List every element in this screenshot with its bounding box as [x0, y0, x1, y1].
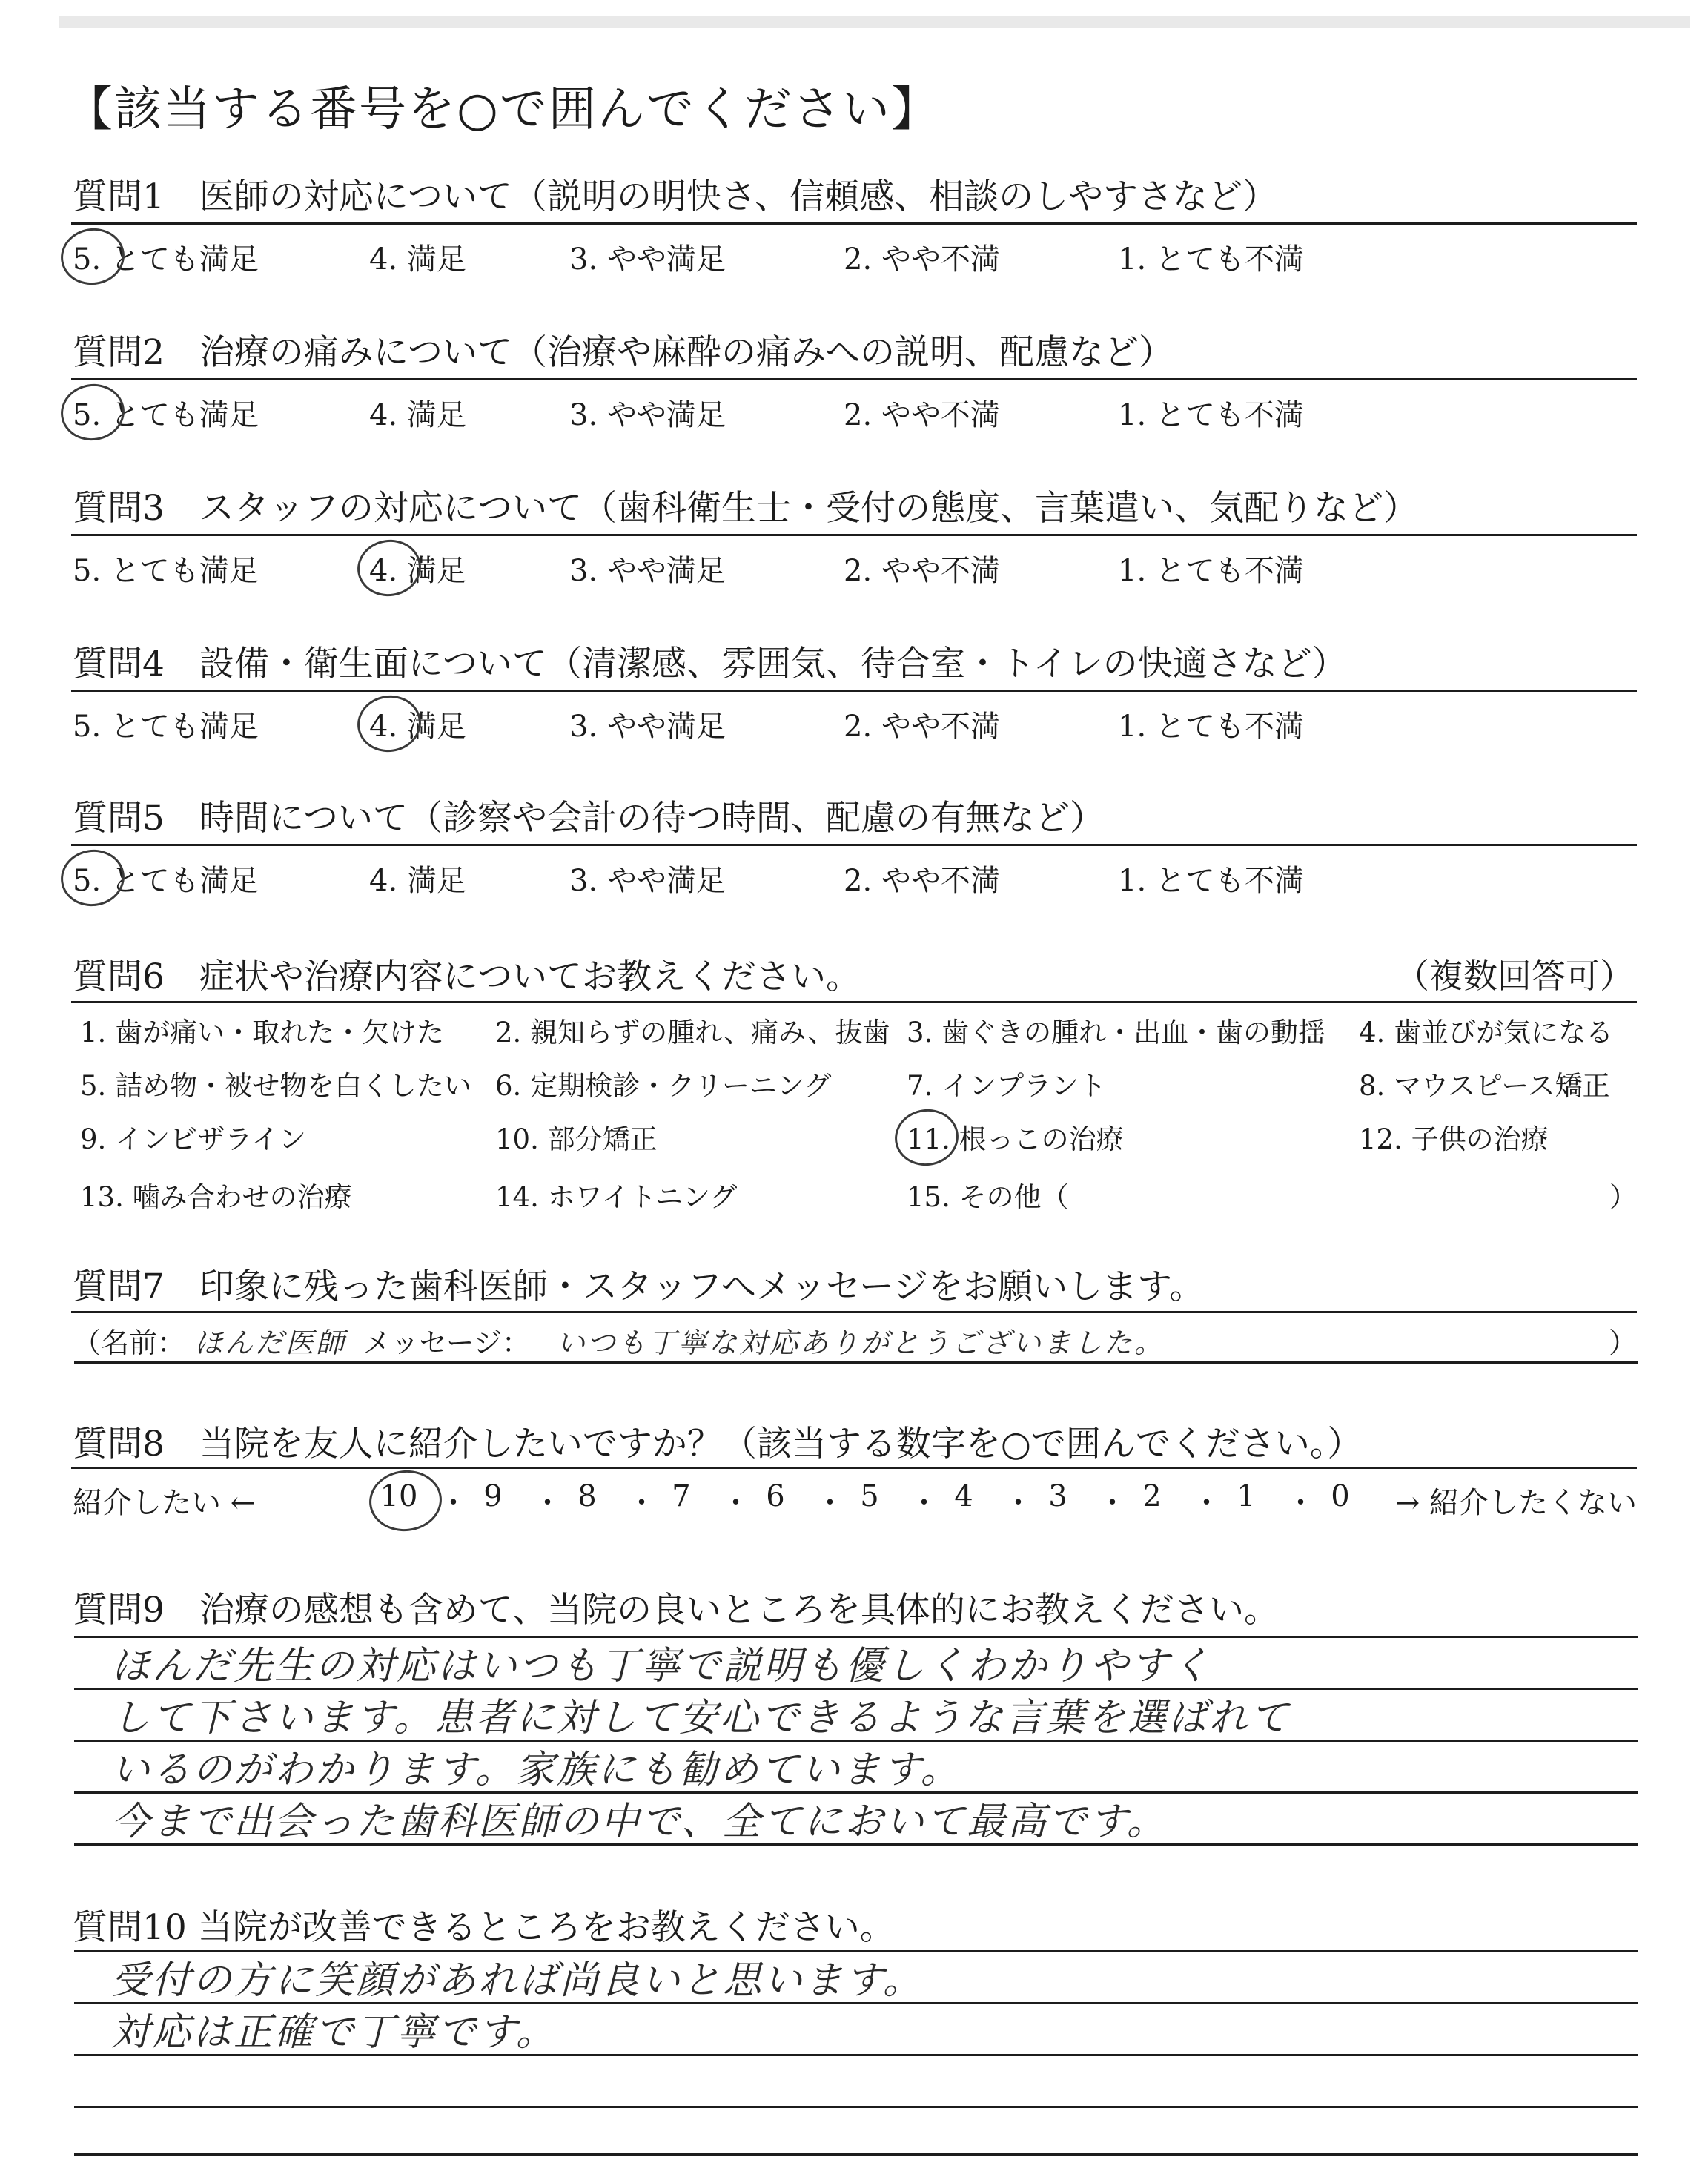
q2-options — [73, 392, 1637, 436]
q10-answer-line-1: 受付の方に笑顔があれば尚良いと思います。 — [111, 1958, 924, 2003]
q5-options — [73, 857, 1637, 902]
q8-right-label: → 紹介したくない — [1394, 1486, 1637, 1520]
q3-option-5[interactable]: 5. とても満足 — [73, 554, 259, 588]
q8-separator: ・ — [626, 1486, 657, 1520]
q6-option-14[interactable]: 14. ホワイトニング — [495, 1181, 738, 1213]
q2-option-1[interactable]: 1. とても不満 — [1118, 398, 1304, 432]
q2-title: 質問2 治療の痛みについて（治療や麻酔の痛みへの説明、配慮など） — [73, 332, 1174, 373]
q4-option-2[interactable]: 2. やや不満 — [844, 710, 1000, 744]
q8-scale — [73, 1479, 1637, 1524]
q10-answer-line-2: 対応は正確で丁寧です。 — [111, 2010, 557, 2055]
q2-option-3[interactable]: 3. やや満足 — [569, 398, 726, 432]
q7-close: ） — [1608, 1327, 1637, 1359]
q3-option-3[interactable]: 3. やや満足 — [569, 554, 726, 588]
q6-option-4[interactable]: 4. 歯並びが気になる — [1359, 1017, 1614, 1048]
q7-message-value: いつも丁寧な対応ありがとうございました。 — [557, 1327, 1165, 1359]
q2-rule — [71, 378, 1637, 380]
q3-option-1[interactable]: 1. とても不満 — [1118, 554, 1304, 588]
q8-separator: ・ — [1003, 1486, 1033, 1520]
q9-answer-line-4: 今まで出会った歯科医師の中で、全てにおいて最高です。 — [111, 1800, 1168, 1844]
q8-separator: ・ — [532, 1486, 563, 1520]
q6-option-9[interactable]: 9. インビザライン — [80, 1123, 306, 1155]
q4-option-4[interactable]: 4. 満足 — [369, 703, 466, 745]
q3-options — [73, 547, 1637, 592]
q10-line-5 — [74, 2153, 1638, 2156]
q6-title: 質問6 症状や治療内容についてお教えください。 — [73, 957, 861, 997]
q1-option-1[interactable]: 1. とても不満 — [1118, 242, 1304, 277]
q8-scale-5[interactable]: 5 — [860, 1479, 879, 1513]
q7-message-label: メッセージ： — [363, 1327, 530, 1359]
q10-line-4 — [74, 2106, 1638, 2108]
q6-option-11[interactable]: 11. 根っこの治療 — [907, 1117, 1124, 1157]
q4-option-3[interactable]: 3. やや満足 — [569, 710, 726, 744]
q2-option-4[interactable]: 4. 満足 — [369, 398, 466, 432]
q4-option-1[interactable]: 1. とても不満 — [1118, 710, 1304, 744]
q3-rule — [71, 534, 1637, 536]
q8-scale-4[interactable]: 4 — [954, 1479, 973, 1513]
q8-separator: ・ — [815, 1486, 845, 1520]
q6-option-8[interactable]: 8. マウスピース矯正 — [1359, 1070, 1610, 1102]
q7-title: 質問7 印象に残った歯科医師・スタッフへメッセージをお願いします。 — [73, 1266, 1205, 1307]
q6-option-1[interactable]: 1. 歯が痛い・取れた・欠けた — [80, 1017, 445, 1048]
q3-title: 質問3 スタッフの対応について（歯科衛生士・受付の態度、言葉遣い、気配りなど） — [73, 488, 1418, 529]
q5-title: 質問5 時間について（診察や会計の待つ時間、配慮の有無など） — [73, 798, 1105, 839]
q6-option-15[interactable]: 15. その他（ — [907, 1181, 1069, 1213]
q5-option-4[interactable]: 4. 満足 — [369, 864, 466, 898]
q9-answer-line-1: ほんだ先生の対応はいつも丁寧で説明も優しくわかりやすく — [111, 1644, 1213, 1688]
q8-scale-3[interactable]: 3 — [1048, 1479, 1068, 1513]
q8-scale-2[interactable]: 2 — [1142, 1479, 1162, 1513]
q7-name-value: ほんだ医師 — [194, 1327, 347, 1359]
q7-name-label: （名前： — [73, 1327, 186, 1359]
q6-multiple-note: （複数回答可） — [1395, 956, 1634, 996]
q6-option-3[interactable]: 3. 歯ぐきの腫れ・出血・歯の動揺 — [907, 1017, 1326, 1048]
q7-message-line — [73, 1320, 1637, 1361]
q8-separator: ・ — [438, 1486, 469, 1520]
q4-option-5[interactable]: 5. とても満足 — [73, 710, 259, 744]
q6-other-close: ） — [1609, 1181, 1637, 1213]
q6-options — [80, 1010, 1637, 1232]
q4-options — [73, 703, 1637, 747]
q2-option-2[interactable]: 2. やや不満 — [844, 398, 1000, 432]
q8-scale-7[interactable]: 7 — [672, 1479, 691, 1513]
q5-option-3[interactable]: 3. やや満足 — [569, 864, 726, 898]
q1-rule — [71, 222, 1637, 225]
q6-option-10[interactable]: 10. 部分矯正 — [495, 1123, 658, 1155]
q8-scale-10[interactable]: 10 — [380, 1479, 418, 1513]
q1-options — [73, 236, 1637, 280]
q8-rule — [71, 1467, 1637, 1469]
q4-title: 質問4 設備・衛生面について（清潔感、雰囲気、待合室・トイレの快適さなど） — [73, 644, 1347, 684]
q6-option-6[interactable]: 6. 定期検診・クリーニング — [495, 1070, 832, 1102]
scan-edge — [59, 16, 1690, 28]
q8-scale-9[interactable]: 9 — [483, 1479, 503, 1513]
q7-rule — [71, 1311, 1637, 1313]
q9-answer-line-3: いるのがわかります。家族にも勧めています。 — [111, 1748, 961, 1792]
q8-separator: ・ — [1285, 1486, 1316, 1520]
q4-rule — [71, 690, 1637, 692]
q8-separator: ・ — [909, 1486, 939, 1520]
q1-title: 質問1 医師の対応について（説明の明快さ、信頼感、相談のしやすさなど） — [73, 176, 1278, 217]
q6-option-7[interactable]: 7. インプラント — [907, 1070, 1107, 1102]
q6-option-13[interactable]: 13. 噛み合わせの治療 — [80, 1181, 352, 1213]
q8-title: 質問8 当院を友人に紹介したいですか？（該当する数字を○で囲んでください。） — [73, 1424, 1363, 1464]
q8-scale-6[interactable]: 6 — [766, 1479, 785, 1513]
q6-option-12[interactable]: 12. 子供の治療 — [1359, 1123, 1549, 1155]
q8-left-label: 紹介したい ← — [73, 1486, 256, 1520]
q5-rule — [71, 844, 1637, 846]
q6-option-5[interactable]: 5. 詰め物・被せ物を白くしたい — [80, 1070, 472, 1102]
q7-bottom-rule — [74, 1361, 1638, 1364]
q8-scale-0[interactable]: 0 — [1331, 1479, 1350, 1513]
q1-option-3[interactable]: 3. やや満足 — [569, 242, 726, 277]
q8-separator: ・ — [1097, 1486, 1128, 1520]
q5-option-2[interactable]: 2. やや不満 — [844, 864, 1000, 898]
q6-rule — [71, 1001, 1637, 1003]
page-header: 【該当する番号を○で囲んでください】 — [65, 82, 940, 137]
q2-option-5[interactable]: 5. とても満足 — [73, 392, 259, 434]
q5-option-5[interactable]: 5. とても満足 — [73, 857, 259, 899]
q9-answer-line-2: して下さいます。患者に対して安心できるような言葉を選ばれて — [111, 1696, 1291, 1740]
q5-option-1[interactable]: 1. とても不満 — [1118, 864, 1304, 898]
q3-option-2[interactable]: 2. やや不満 — [844, 554, 1000, 588]
q8-separator: ・ — [721, 1486, 751, 1520]
q6-option-2[interactable]: 2. 親知らずの腫れ、痛み、抜歯 — [495, 1017, 890, 1048]
q9-title: 質問9 治療の感想も含めて、当院の良いところを具体的にお教えください。 — [73, 1590, 1279, 1631]
q8-scale-8[interactable]: 8 — [577, 1479, 597, 1513]
q10-title: 質問10 当院が改善できるところをお教えください。 — [73, 1907, 895, 1948]
q3-option-4[interactable]: 4. 満足 — [369, 547, 466, 589]
q8-separator: ・ — [1191, 1486, 1222, 1520]
q1-option-4[interactable]: 4. 満足 — [369, 242, 466, 277]
q1-option-2[interactable]: 2. やや不満 — [844, 242, 1000, 277]
q8-scale-1[interactable]: 1 — [1237, 1479, 1256, 1513]
q1-option-5[interactable]: 5. とても満足 — [73, 236, 259, 278]
